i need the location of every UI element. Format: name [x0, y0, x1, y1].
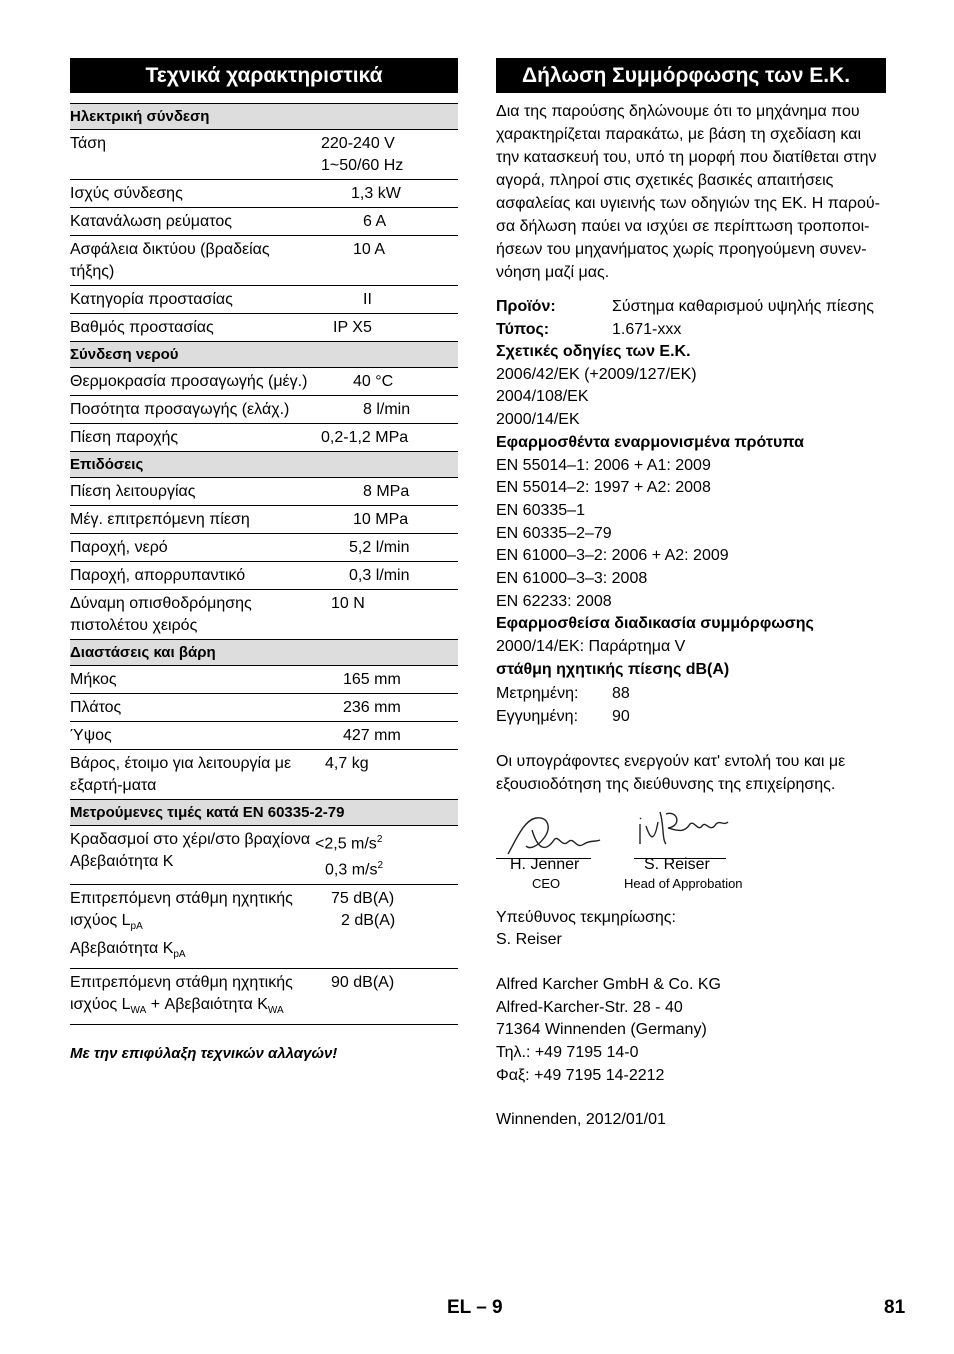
table-row: Πλάτος 236 mm	[70, 694, 458, 722]
signature-reiser	[636, 804, 732, 856]
table-row: Πίεση λειτουργίας 8 MPa	[70, 478, 458, 506]
table-row: Κατηγορία προστασίας II	[70, 286, 458, 314]
declaration-column	[496, 58, 886, 1132]
procedure-value: 2000/14/ΕΚ: Παράρτημα V	[496, 638, 686, 656]
directive-item: 2004/108/ΕΚ	[496, 388, 589, 406]
technical-data-column	[70, 58, 458, 1062]
declaration-title: Δήλωση Συμμόρφωσης των Ε.Κ.	[496, 58, 886, 93]
signature-area	[496, 810, 886, 910]
table-row: Πίεση παροχής 0,2-1,2 MPa	[70, 424, 458, 452]
technical-changes-note: Με την επιφύλαξη τεχνικών αλλαγών!	[70, 1045, 338, 1063]
table-row: Ύψος 427 mm	[70, 722, 458, 750]
table-row: Ποσότητα προσαγωγής (ελάχ.) 8 l/min	[70, 396, 458, 424]
footer-page-number: 81	[884, 1297, 906, 1318]
section-heading-row: Επιδόσεις	[70, 452, 458, 478]
table-row: Βάρος, έτοιμο για λειτουργία με εξαρτή-ματα 4,7 kg	[70, 750, 458, 800]
place-date: Winnenden, 2012/01/01	[496, 1111, 666, 1129]
table-row: Επιτρεπόμενη στάθμη ηχητικής ισχύος $L_{WA} + A\beta\varepsilon\beta\alpha\iota ό\tau\eta\tau\alpha$ $K_{WA}$ 90 dB(A)	[70, 969, 458, 1025]
standard-item: EN 62233: 2008	[496, 592, 612, 610]
signatory-1-role: CEO	[532, 875, 561, 891]
procedure-heading: Εφαρμοσθείσα διαδικασία συμμόρφωσης	[496, 615, 814, 633]
table-row: Δύναμη οπισθοδρόμησης πιστολέτου χειρός 10 N	[70, 590, 458, 640]
section-heading-row: Διαστάσεις και βάρη	[70, 640, 458, 666]
documentation-label: Υπεύθυνος τεκμηρίωσης:	[496, 908, 676, 926]
signature-jenner	[504, 810, 604, 860]
measured-row: Μετρημένη: 88	[496, 684, 630, 702]
sound-heading: στάθμη ηχητικής πίεσης dB(A)	[496, 660, 730, 678]
guaranteed-row: Εγγυημένη: 90	[496, 707, 630, 725]
table-row: Παροχή, νερό 5,2 l/min	[70, 534, 458, 562]
table-row: Θερμοκρασία προσαγωγής (μέγ.) 40 °C	[70, 368, 458, 396]
table-row: Κατανάλωση ρεύματος 6 A	[70, 208, 458, 236]
section-heading-row: Ηλεκτρική σύνδεση	[70, 104, 458, 130]
declaration-intro: Δια της παρούσης δηλώνουμε ότι το μηχάνημα που χαρακτηρίζεται παρακάτω, με βάση τη σχεδίαση και την κατασκευή του, υπό τη μορφή που διατίθεται στην αγορά, πληροί στις σχετικές βασικές απαιτήσεις ασφαλείας και υγιεινής των οδηγιών της ΕΚ. Η παρού-σα δήλωση παύει να ισχύει σε περίπτωση τροποποι-ήσεων του μηχανήματος χωρίς προηγούμενη συνεν-νόηση μαζί μας.	[496, 103, 880, 281]
standard-item: EN 61000–3–3: 2008	[496, 570, 648, 588]
signatory-1-name: H. Jenner	[510, 855, 580, 873]
standard-item: EN 55014–1: 2006 + A1: 2009	[496, 456, 711, 474]
table-row: Τάση 220-240 V 1~50/60 Hz	[70, 130, 458, 180]
directive-item: 2006/42/ΕΚ (+2009/127/ΕΚ)	[496, 365, 697, 383]
table-row: Ισχύς σύνδεσης 1,3 kW	[70, 180, 458, 208]
technical-data-title: Τεχνικά χαρακτηριστικά	[70, 58, 458, 93]
standard-item: EN 55014–2: 1997 + A2: 2008	[496, 479, 711, 497]
section-heading-row: Μετρούμενες τιμές κατά EN 60335-2-79	[70, 800, 458, 826]
signatories-text: Οι υπογράφοντες ενεργούν κατ' εντολή του και με εξουσιοδότηση της διεύθυνσης της επιχείρησης.	[496, 752, 846, 793]
type-row: Τύπος: 1.671-xxx	[496, 321, 682, 338]
section-heading-row: Σύνδεση νερού	[70, 342, 458, 368]
table-row: Κραδασμοί στο χέρι/στο βραχίονα Αβεβαιότητα K <2,5 $m/s^2$ 0,3 $m/s^2$	[70, 826, 458, 885]
table-row: Παροχή, απορρυπαντικό 0,3 l/min	[70, 562, 458, 590]
directives-heading: Σχετικές οδηγίες των Ε.Κ.	[496, 343, 691, 360]
standards-heading: Εφαρμοσθέντα εναρμονισμένα πρότυπα	[496, 433, 804, 451]
standard-item: EN 60335–2–79	[496, 524, 612, 542]
table-row: Επιτρεπόμενη στάθμη ηχητικής ισχύος $L_{pA}$ Αβεβαιότητα $K_{pA}$ 75 dB(A) 2 dB(A)	[70, 884, 458, 968]
technical-data-table	[70, 103, 458, 1025]
standard-item: EN 60335–1	[496, 501, 585, 519]
table-row: Ασφάλεια δικτύου (βραδείας τήξης) 10 A	[70, 236, 458, 286]
table-row: Μέγ. επιτρεπόμενη πίεση 10 MPa	[70, 506, 458, 534]
standard-item: EN 61000–3–2: 2006 + A2: 2009	[496, 547, 729, 565]
product-row: Προϊόν: Σύστημα καθαρισμού υψηλής πίεσης	[496, 298, 875, 315]
signatory-2-name: S. Reiser	[644, 855, 710, 873]
company-address: Alfred Karcher GmbH & Co. KG Alfred-Karcher-Str. 28 - 40 71364 Winnenden (Germany) Τηλ.: +49 7195 14-0 Φαξ: +49 7195 14-2212	[496, 975, 721, 1084]
table-row: Μήκος 165 mm	[70, 666, 458, 694]
documentation-name: S. Reiser	[496, 931, 562, 949]
signatory-2-role: Head of Approbation	[624, 875, 743, 891]
table-row: Βαθμός προστασίας IP X5	[70, 314, 458, 342]
footer-language-page: EL – 9	[447, 1297, 503, 1318]
directive-item: 2000/14/ΕΚ	[496, 411, 580, 429]
